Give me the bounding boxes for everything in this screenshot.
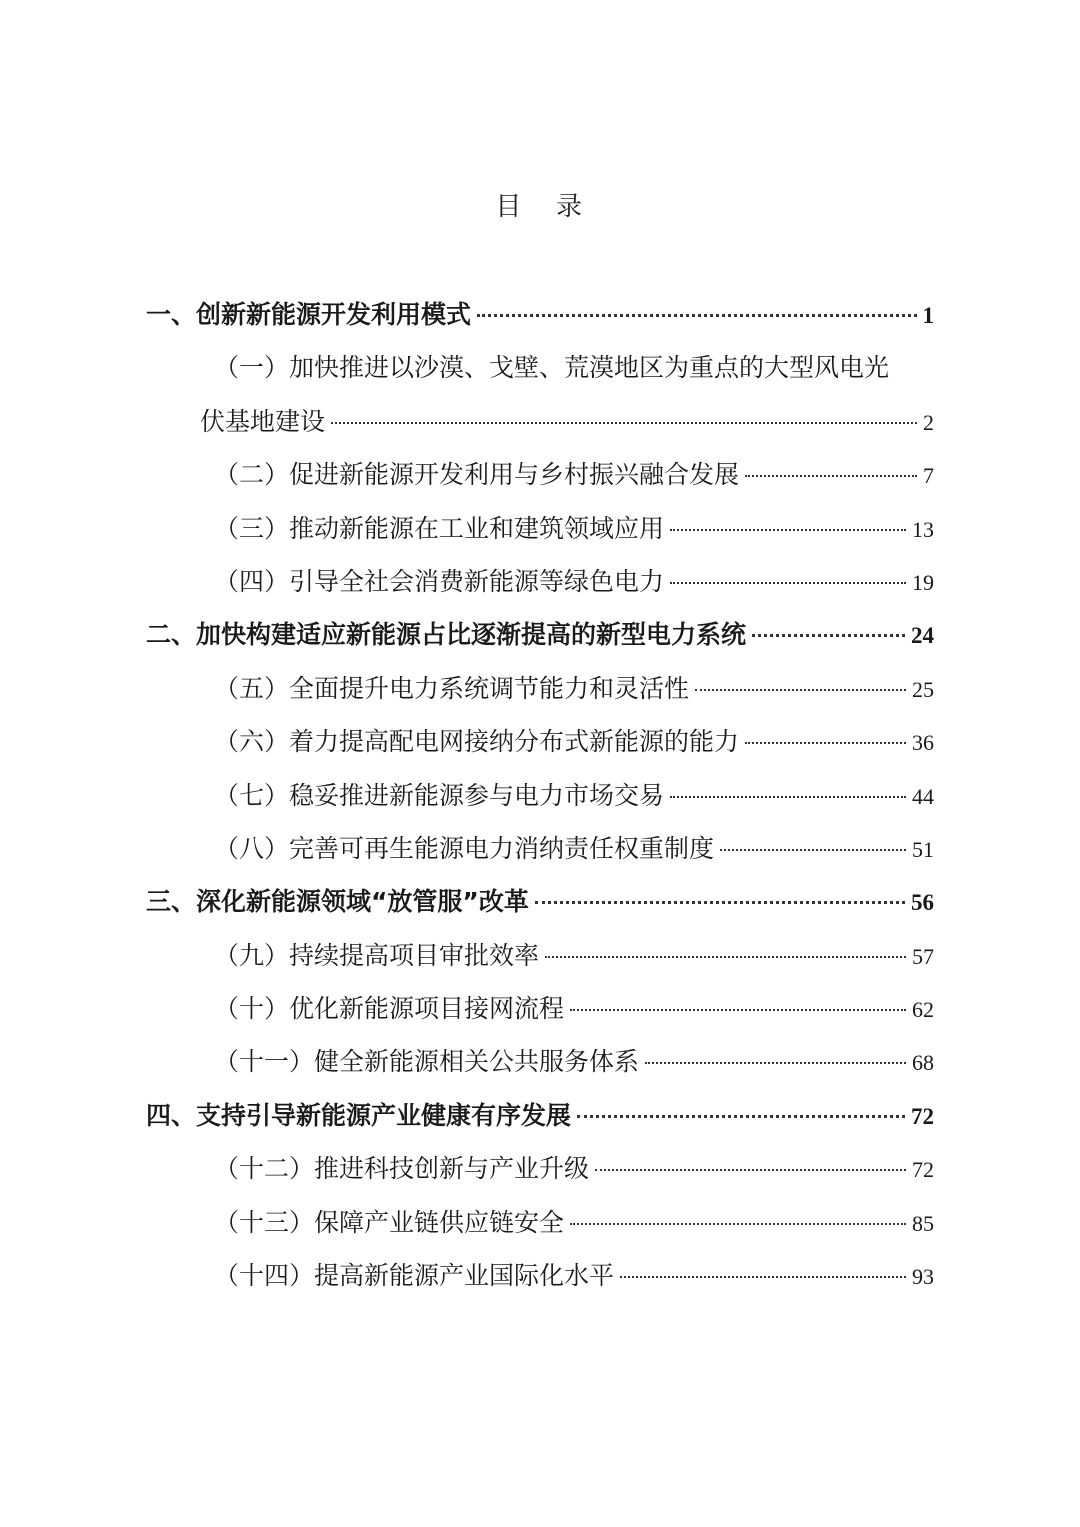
toc-title-char-1: 目 <box>495 192 524 222</box>
dot-leader <box>545 956 906 958</box>
toc-page-number: 72 <box>911 1103 934 1129</box>
toc-entry-label: （五）全面提升电力系统调节能力和灵活性 <box>214 673 690 703</box>
toc-section-14[interactable] <box>146 1249 934 1302</box>
toc-entry-label: （十四）提高新能源产业国际化水平 <box>214 1261 615 1291</box>
toc-entry-label: （一）加快推进以沙漠、戈壁、荒漠地区为重点的大型风电光 <box>214 353 890 383</box>
toc-page-number: 7 <box>923 463 934 489</box>
toc-entry-label: （十）优化新能源项目接网流程 <box>214 994 565 1024</box>
toc-section-6[interactable] <box>146 715 934 768</box>
toc-page-number: 24 <box>911 623 934 649</box>
toc-section-3[interactable] <box>146 502 934 555</box>
toc-section-7[interactable] <box>146 769 934 822</box>
toc-entry-label: 一、创新新能源开发利用模式 <box>146 300 472 329</box>
toc-page-number: 44 <box>912 783 934 809</box>
dot-leader <box>570 1009 906 1011</box>
toc-page-number: 93 <box>912 1264 934 1290</box>
dot-leader <box>670 796 906 798</box>
toc-page-number: 85 <box>912 1210 934 1236</box>
dot-leader <box>695 689 906 691</box>
toc-entry-label: 三、深化新能源领域“放管服”改革 <box>146 887 529 917</box>
toc-page-number: 57 <box>912 943 934 969</box>
toc-page-number: 62 <box>912 997 934 1023</box>
toc-section-10[interactable] <box>146 982 934 1035</box>
toc-chapter-1[interactable] <box>146 288 934 341</box>
dot-leader <box>577 1115 905 1118</box>
dot-leader <box>570 1223 906 1225</box>
toc-page-number: 36 <box>912 730 934 756</box>
toc-title <box>0 186 1080 223</box>
toc-page-number: 2 <box>923 409 934 435</box>
toc-entry-label: （十三）保障产业链供应链安全 <box>214 1207 565 1237</box>
toc-section-11[interactable] <box>146 1035 934 1088</box>
toc-page-number: 25 <box>912 676 934 702</box>
toc-entry-label: （八）完善可再生能源电力消纳责任权重制度 <box>214 833 715 863</box>
toc-entry-label: （十一）健全新能源相关公共服务体系 <box>214 1047 640 1077</box>
dot-leader <box>477 314 916 317</box>
dot-leader <box>745 475 917 477</box>
toc-section-9[interactable] <box>146 929 934 982</box>
toc-page-number: 72 <box>912 1157 934 1183</box>
toc-chapter-2[interactable] <box>146 608 934 661</box>
toc-chapter-3[interactable] <box>146 875 934 928</box>
dot-leader <box>331 422 917 424</box>
toc-entry-label: （七）稳妥推进新能源参与电力市场交易 <box>214 780 665 810</box>
dot-leader <box>535 901 905 904</box>
dot-leader <box>752 634 905 637</box>
toc-entry-label: 四、支持引导新能源产业健康有序发展 <box>146 1100 572 1130</box>
toc-page-number: 51 <box>912 836 934 862</box>
toc-page-number: 19 <box>912 569 934 595</box>
toc-chapter-4[interactable] <box>146 1089 934 1142</box>
toc-page-number: 56 <box>911 890 934 916</box>
dot-leader <box>670 529 906 531</box>
toc-entry-label: （十二）推进科技创新与产业升级 <box>214 1154 590 1184</box>
dot-leader <box>620 1276 906 1278</box>
dot-leader <box>745 742 906 744</box>
dot-leader <box>670 582 906 584</box>
toc-section-12[interactable] <box>146 1142 934 1195</box>
toc-page-number: 1 <box>922 303 934 328</box>
toc-page-number: 68 <box>912 1050 934 1076</box>
toc-entry-label: （三）推动新能源在工业和建筑领域应用 <box>214 513 665 543</box>
toc-section-4[interactable] <box>146 555 934 608</box>
toc-section-2[interactable] <box>146 448 934 501</box>
table-of-contents <box>146 288 934 1302</box>
toc-section-1[interactable] <box>146 341 934 448</box>
dot-leader <box>720 849 906 851</box>
dot-leader <box>645 1062 906 1064</box>
toc-page-number: 13 <box>912 516 934 542</box>
toc-entry-label-continued: 伏基地建设 <box>200 406 326 436</box>
toc-entry-label: 二、加快构建适应新能源占比逐渐提高的新型电力系统 <box>146 620 747 650</box>
toc-entry-label: （六）着力提高配电网接纳分布式新能源的能力 <box>214 727 740 757</box>
toc-title-char-2: 录 <box>556 192 585 222</box>
dot-leader <box>595 1169 906 1171</box>
toc-entry-label: （二）促进新能源开发利用与乡村振兴融合发展 <box>214 460 740 490</box>
toc-section-8[interactable] <box>146 822 934 875</box>
toc-entry-label: （九）持续提高项目审批效率 <box>214 940 540 970</box>
toc-section-13[interactable] <box>146 1196 934 1249</box>
toc-section-5[interactable] <box>146 662 934 715</box>
toc-entry-label: （四）引导全社会消费新能源等绿色电力 <box>214 566 665 596</box>
